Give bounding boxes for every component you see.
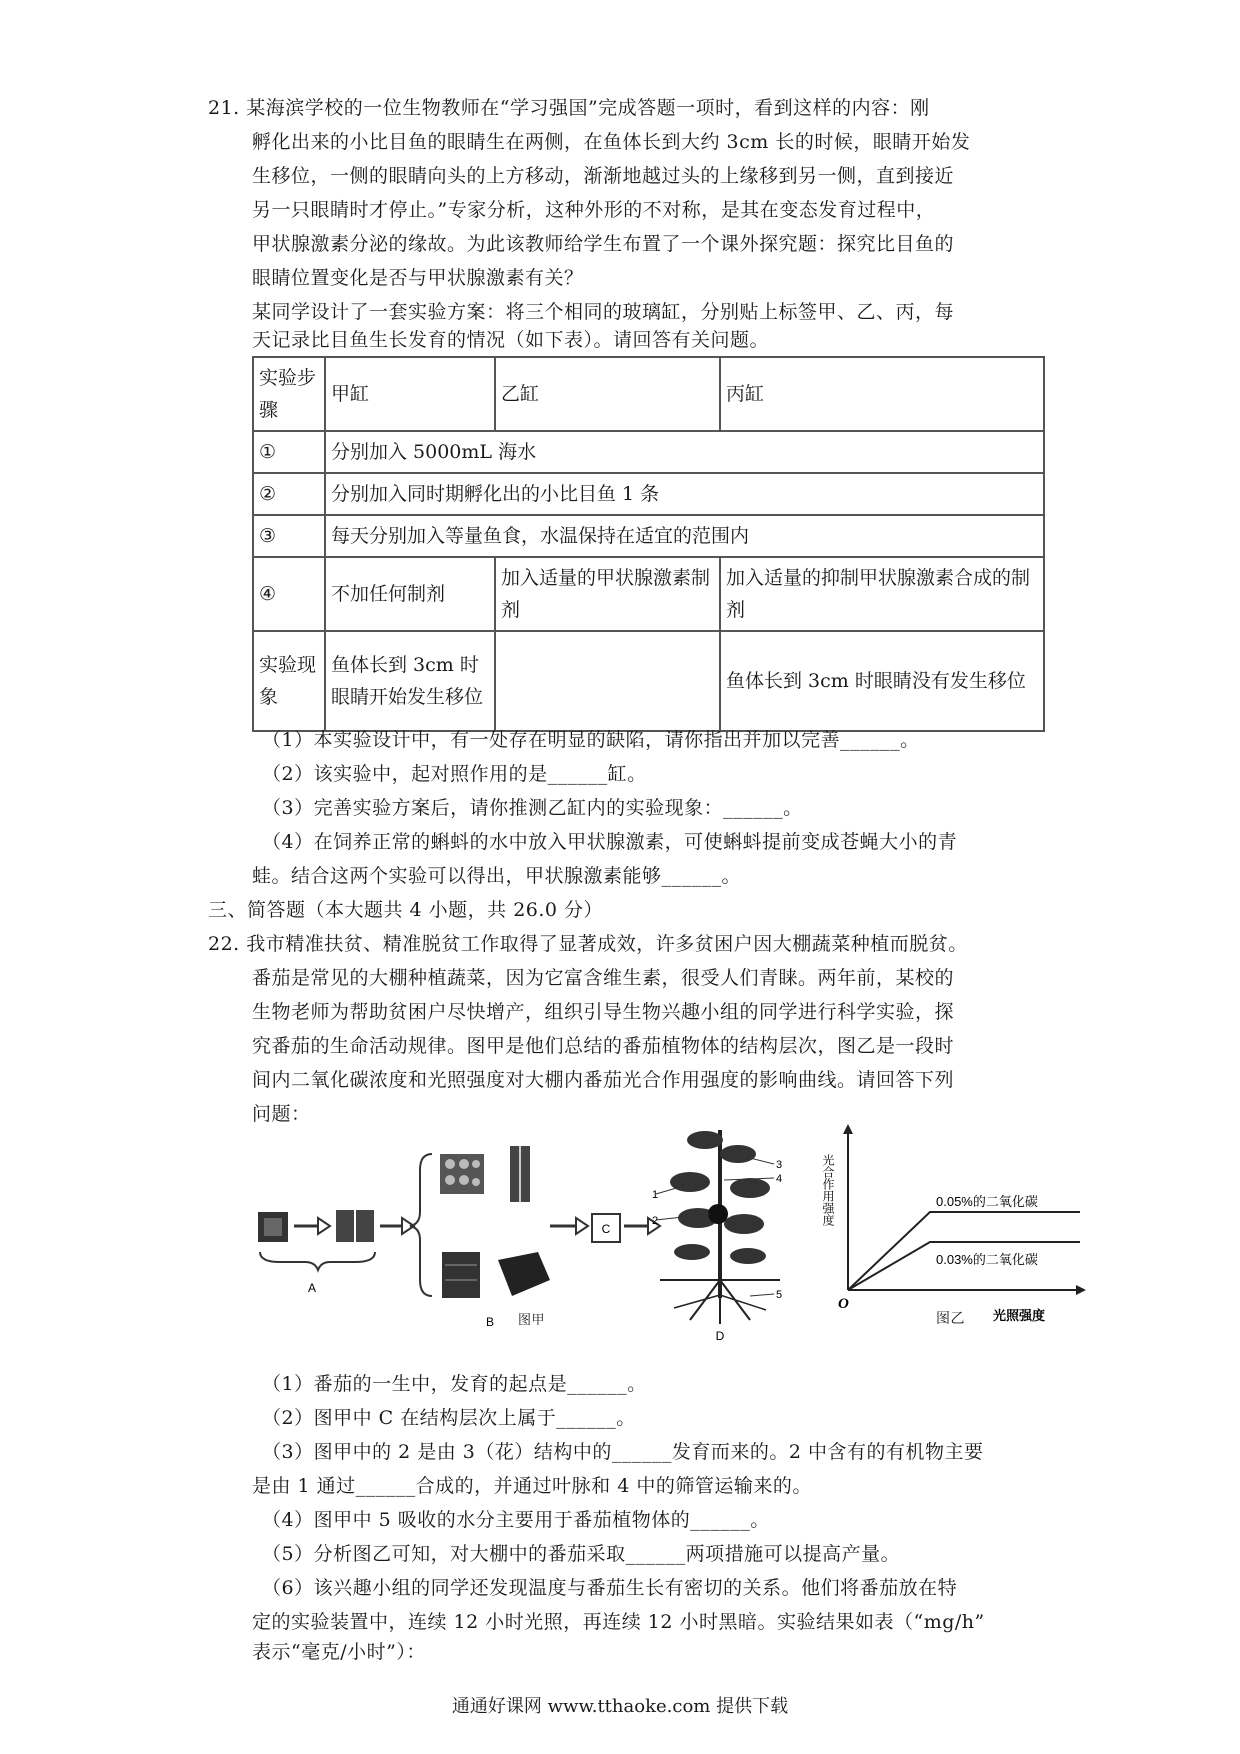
table-step-cell: 实验现象 (253, 631, 325, 731)
table-row (253, 557, 1044, 631)
q21-question-2: （2）该实验中，起对照作用的是______缸。 (262, 763, 647, 785)
table-merged-cell: 分别加入同时期孵化出的小比目鱼 1 条 (325, 473, 1044, 515)
table-cell: 加入适量的甲状腺激素制剂 (495, 557, 720, 631)
arrow-icon (380, 1218, 414, 1234)
table-step-cell: ① (253, 431, 325, 473)
arrow-icon (294, 1218, 330, 1234)
plant-label: 5 (776, 1289, 783, 1301)
tissue-icon (440, 1154, 484, 1194)
curve-low-label: 0.03%的二氧化碳 (936, 1252, 1038, 1267)
q22-line-1: 22. 我市精准扶贫、精准脱贫工作取得了显著成效，许多贫困户因大棚蔬菜种植而脱贫。 (208, 933, 968, 955)
q22-question-1: （1）番茄的一生中，发育的起点是______。 (262, 1373, 647, 1395)
figure-yi-caption: 图乙 (936, 1310, 965, 1326)
q22-question-6-cont2: 表示“毫克/小时”）： (252, 1641, 426, 1663)
page-footer: 通通好课网 www.tthaoke.com 提供下载 (451, 1696, 789, 1717)
q22-line-4: 究番茄的生命活动规律。图甲是他们总结的番茄植物体的结构层次，图乙是一段时 (252, 1035, 955, 1057)
curve-high (848, 1212, 1080, 1290)
q21-question-1: （1）本实验设计中，有一处存在明显的缺陷，请你指出并加以完善______。 (262, 729, 920, 751)
table-cell: 鱼体长到 3cm 时眼睛没有发生移位 (720, 631, 1044, 731)
q21-line-6: 眼睛位置变化是否与甲状腺激素有关？ (252, 267, 584, 289)
experiment-table (252, 356, 1045, 732)
q22-question-6-cont: 定的实验装置中，连续 12 小时光照，再连续 12 小时黑暗。实验结果如表（“mg/h” (252, 1611, 985, 1633)
table-row (253, 473, 1044, 515)
table-header-cell: 甲缸 (325, 357, 495, 431)
q22-question-3-cont: 是由 1 通过______合成的，并通过叶脉和 4 中的筛管运输来的。 (252, 1475, 812, 1497)
q21-question-4: （4）在饲养正常的蝌蚪的水中放入甲状腺激素，可使蝌蚪提前变成苍蝇大小的青 (262, 831, 958, 853)
q21-question-4-cont: 蛙。结合这两个实验可以得出，甲状腺激素能够______。 (252, 865, 742, 887)
q22-line-2: 番茄是常见的大棚种植蔬菜，因为它富含维生素，很受人们青睐。两年前，某校的 (252, 967, 955, 989)
origin-label: O (838, 1296, 849, 1312)
q22-question-5: （5）分析图乙可知，对大棚中的番茄采取______两项措施可以提高产量。 (262, 1543, 901, 1565)
q22-line-6: 问题： (252, 1103, 311, 1125)
figure-jia-caption: 图甲 (518, 1312, 546, 1327)
q22-question-3: （3）图甲中的 2 是由 3（花）结构中的______发育而来的。2 中含有的有机物主要 (262, 1441, 984, 1463)
plant-label: 4 (776, 1173, 783, 1185)
table-step-cell: ② (253, 473, 325, 515)
plant-label: 1 (652, 1189, 659, 1201)
table-merged-cell: 分别加入 5000mL 海水 (325, 431, 1044, 473)
brace (410, 1154, 432, 1296)
x-axis-label: 光照强度 (993, 1308, 1046, 1323)
q22-line-5: 间内二氧化碳浓度和光照强度对大棚内番茄光合作用强度的影响曲线。请回答下列 (252, 1069, 955, 1091)
q22-question-6: （6）该兴趣小组的同学还发现温度与番茄生长有密切的关系。他们将番茄放在特 (262, 1577, 958, 1599)
table-step-cell: ③ (253, 515, 325, 557)
plant-label: 3 (776, 1159, 783, 1171)
q21-line-7: 某同学设计了一套实验方案：将三个相同的玻璃缸，分别贴上标签甲、乙、丙，每 (252, 301, 955, 323)
figure-jia (250, 1120, 820, 1340)
q21-line-1: 21. 某海滨学校的一位生物教师在“学习强国”完成答题一项时，看到这样的内容：刚 (208, 97, 930, 119)
q22-question-4: （4）图甲中 5 吸收的水分主要用于番茄植物体的______。 (262, 1509, 770, 1531)
table-step-cell: ④ (253, 557, 325, 631)
tissue-icon (510, 1146, 530, 1202)
brace (260, 1252, 375, 1270)
q21-line-2: 孵化出来的小比目鱼的眼睛生在两侧，在鱼体长到大约 3cm 长的时候，眼睛开始发 (252, 131, 971, 153)
label-a: A (307, 1281, 317, 1295)
tissue-icon (442, 1252, 480, 1298)
table-cell: 加入适量的抑制甲状腺激素合成的制剂 (720, 557, 1044, 631)
label-b: B (485, 1315, 495, 1329)
q21-line-8: 天记录比目鱼生长发育的情况（如下表）。请回答有关问题。 (252, 329, 770, 351)
table-header-row (253, 357, 1044, 431)
q21-question-3: （3）完善实验方案后，请你推测乙缸内的实验现象：______。 (262, 797, 803, 819)
section-heading: 三、简答题（本大题共 4 小题，共 26.0 分） (208, 899, 604, 921)
q22-question-2: （2）图甲中 C 在结构层次上属于______。 (262, 1407, 636, 1429)
q21-line-4: 另一只眼睛时才停止。”专家分析，这种外形的不对称，是其在变态发育过程中， (252, 199, 936, 221)
table-header-cell: 丙缸 (720, 357, 1044, 431)
table-row (253, 431, 1044, 473)
table-header-cell: 实验步骤 (253, 357, 325, 431)
tissue-icon (498, 1252, 550, 1296)
y-axis-label: 光合作用强度 (821, 1154, 835, 1226)
table-cell (495, 631, 720, 731)
q21-line-3: 生移位，一侧的眼睛向头的上方移动，渐渐地越过头的上缘移到另一侧，直到接近 (252, 165, 955, 187)
arrow-icon (550, 1218, 588, 1234)
label-d: D (715, 1329, 725, 1340)
table-header-cell: 乙缸 (495, 357, 720, 431)
table-cell: 不加任何制剂 (325, 557, 495, 631)
table-cell: 鱼体长到 3cm 时眼睛开始发生移位 (325, 631, 495, 731)
table-merged-cell: 每天分别加入等量鱼食，水温保持在适宜的范围内 (325, 515, 1044, 557)
table-row (253, 515, 1044, 557)
q22-line-3: 生物老师为帮助贫困户尽快增产，组织引导生物兴趣小组的同学进行科学实验，探 (252, 1001, 955, 1023)
curve-high-label: 0.05%的二氧化碳 (936, 1194, 1038, 1209)
q21-line-5: 甲状腺激素分泌的缘故。为此该教师给学生布置了一个课外探究题：探究比目鱼的 (252, 233, 955, 255)
label-c: C (601, 1222, 611, 1236)
plant-label: 2 (652, 1215, 659, 1227)
table-row (253, 631, 1044, 731)
